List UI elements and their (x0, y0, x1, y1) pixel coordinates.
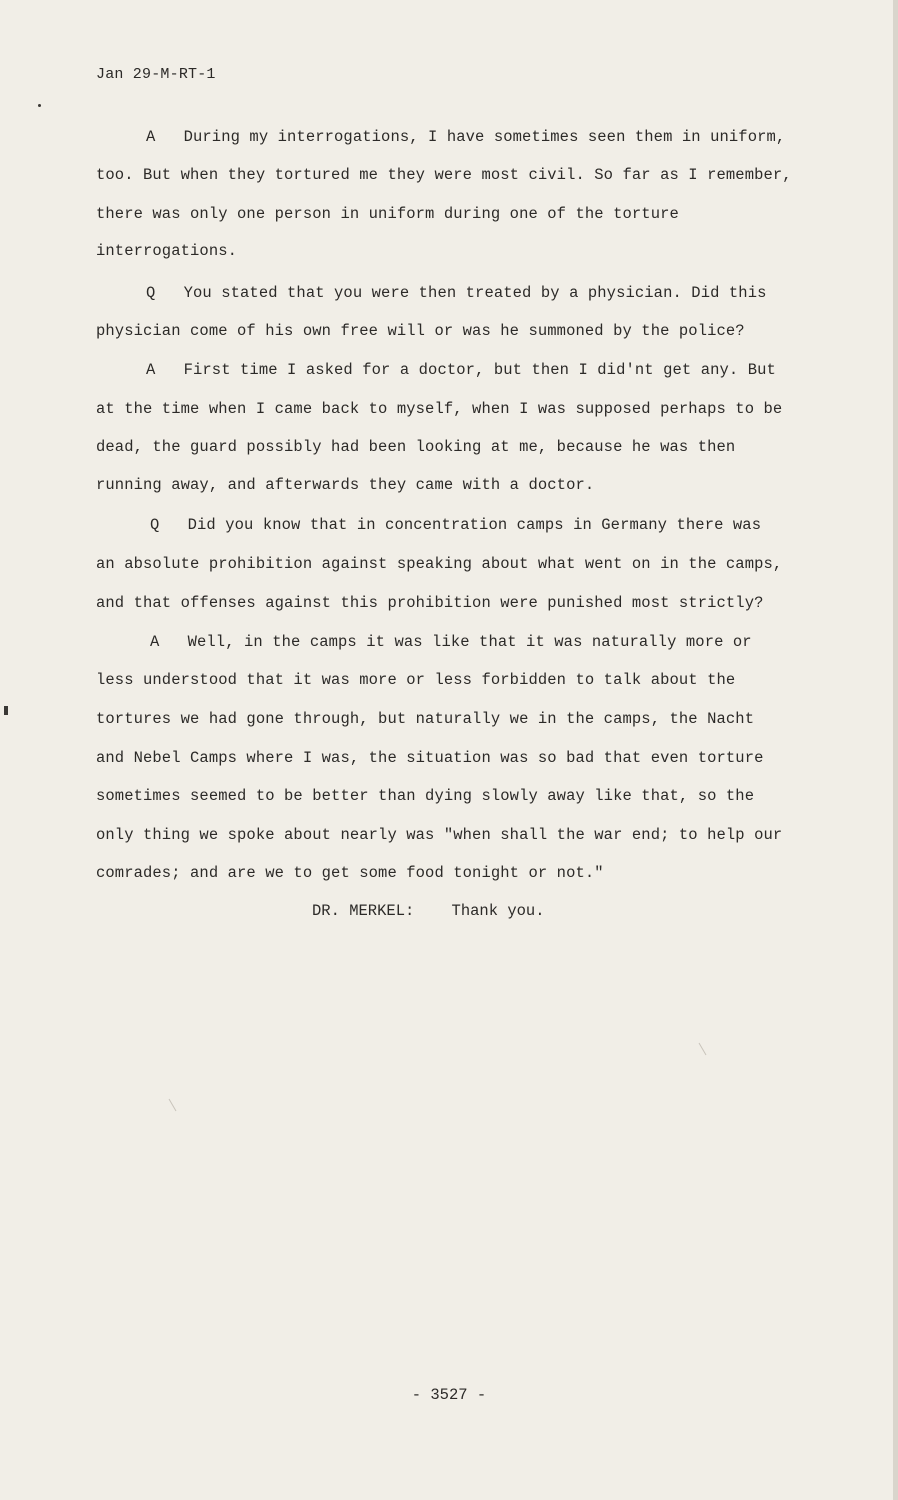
transcript-line: and that offenses against this prohibition were punished most strictly? (96, 594, 764, 612)
paper-scuff (699, 1043, 707, 1056)
transcript-line: tortures we had gone through, but naturally we in the camps, the Nacht (96, 710, 755, 728)
transcript-line: physician come of his own free will or was he summoned by the police? (96, 322, 745, 340)
transcript-line: Q You stated that you were then treated by a physician. Did this (146, 284, 767, 302)
transcript-line: an absolute prohibition against speaking about what went on in the camps, (96, 555, 783, 573)
page-speck (4, 706, 8, 715)
transcript-line: A Well, in the camps it was like that it was naturally more or (150, 633, 752, 651)
transcript-line: A First time I asked for a doctor, but then I did'nt get any. But (146, 361, 776, 379)
transcript-line: and Nebel Camps where I was, the situation was so bad that even torture (96, 749, 764, 767)
page-speck (38, 104, 41, 107)
transcript-line: dead, the guard possibly had been looking at me, because he was then (96, 438, 736, 456)
transcript-line: sometimes seemed to be better than dying slowly away like that, so the (96, 787, 755, 805)
transcript-line: Q Did you know that in concentration camps in Germany there was (150, 516, 762, 534)
closing-remark: DR. MERKEL: Thank you. (312, 902, 545, 920)
page-edge (893, 0, 898, 1500)
paper-scuff (169, 1099, 177, 1112)
transcript-line: interrogations. (96, 242, 238, 260)
transcript-line: less understood that it was more or less forbidden to talk about the (96, 671, 736, 689)
transcript-line: comrades; and are we to get some food tonight or not." (96, 864, 604, 882)
document-header: Jan 29-M-RT-1 (96, 66, 216, 83)
transcript-line: running away, and afterwards they came with a doctor. (96, 476, 595, 494)
page-number: - 3527 - (411, 1386, 487, 1404)
transcript-line: A During my interrogations, I have sometimes seen them in uniform, (146, 128, 786, 146)
transcript-line: there was only one person in uniform during one of the torture (96, 205, 679, 223)
transcript-line: too. But when they tortured me they were most civil. So far as I remember, (96, 166, 792, 184)
transcript-line: at the time when I came back to myself, when I was supposed perhaps to be (96, 400, 783, 418)
transcript-line: only thing we spoke about nearly was "when shall the war end; to help our (96, 826, 783, 844)
